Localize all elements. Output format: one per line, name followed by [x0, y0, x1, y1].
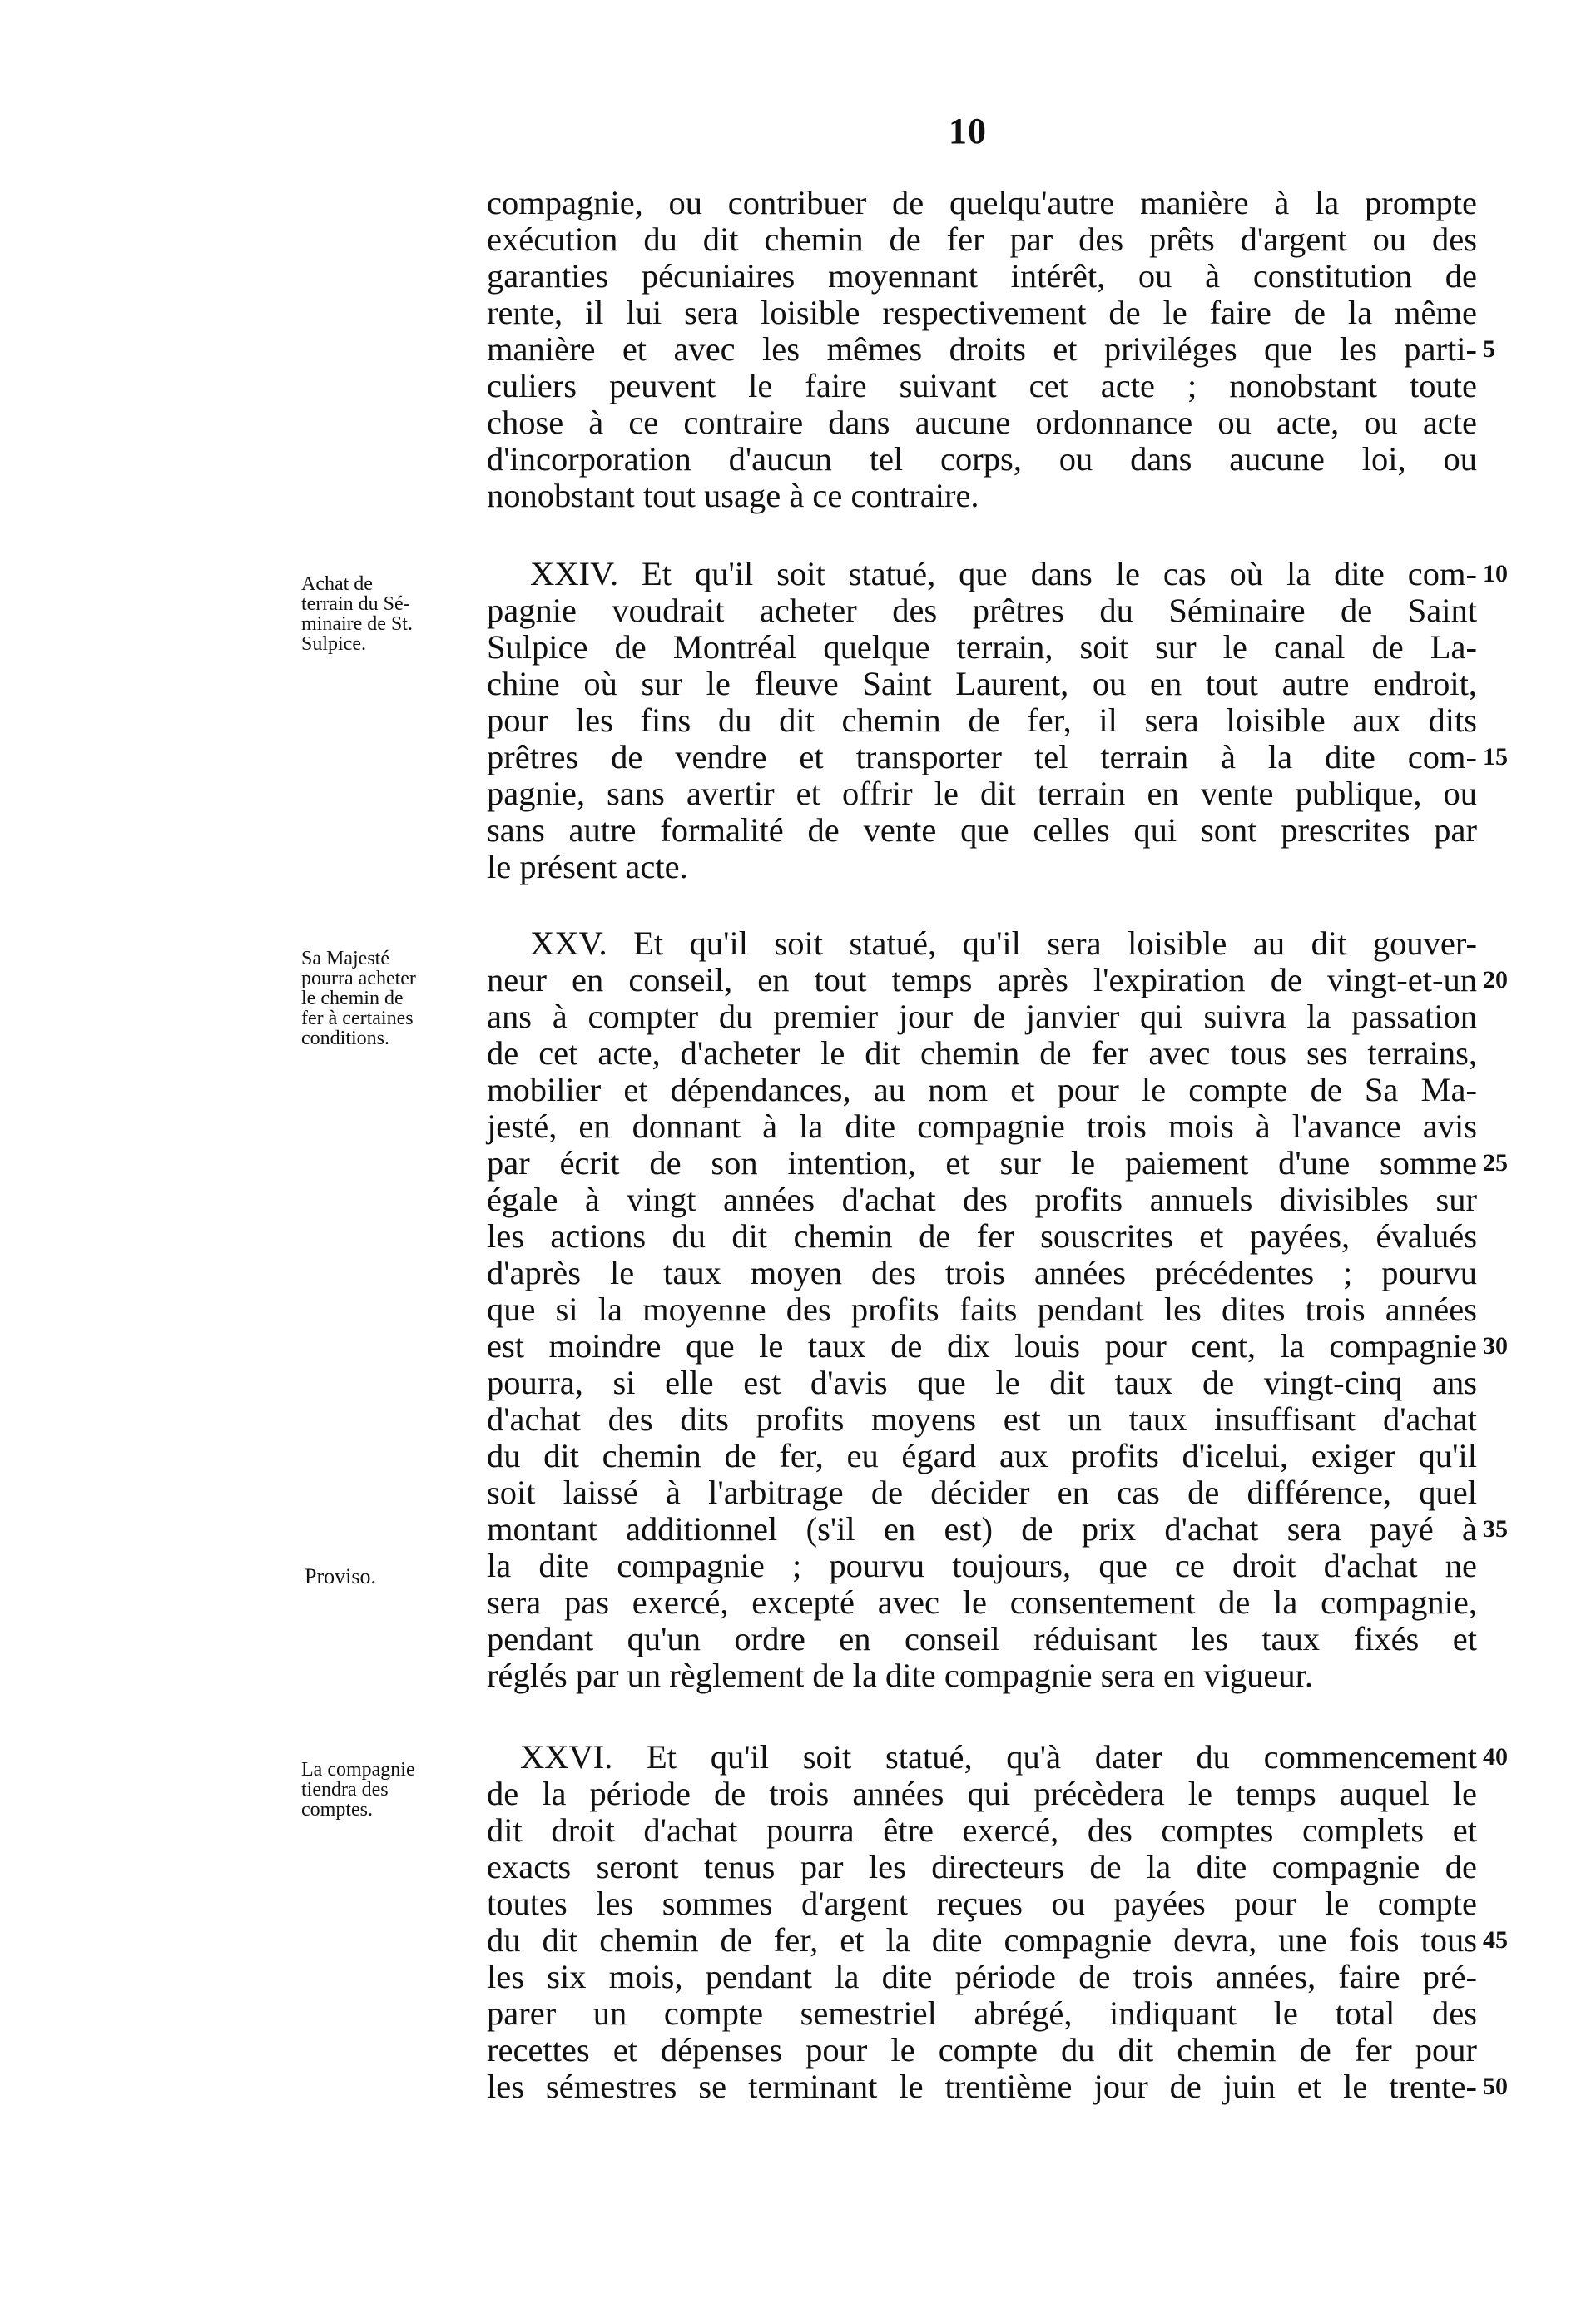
- text-line: la dite compagnie ; pourvu toujours, que ce droit d'achat ne: [487, 1547, 1477, 1584]
- text-line: ans à compter du premier jour de janvier qui suivra la passation: [487, 998, 1477, 1035]
- section-xxvi: [487, 1739, 1477, 2105]
- text-line: mobilier et dépendances, au nom et pour le compte de Sa Ma-: [487, 1071, 1477, 1108]
- text-line: prêtres de vendre et transporter tel terrain à la dite com-: [487, 738, 1477, 775]
- margin-note-proviso: Proviso.: [305, 1564, 376, 1588]
- text-line: que si la moyenne des profits faits pendant les dites trois années: [487, 1291, 1477, 1328]
- margin-note-line: le chemin de: [301, 988, 404, 1009]
- text-line: exécution du dit chemin de fer par des prêts d'argent ou des: [487, 220, 1477, 258]
- text-line: XXV. Et qu'il soit statué, qu'il sera loisible au dit gouver-: [530, 924, 1477, 962]
- text-line: dit droit d'achat pourra être exercé, des comptes complets et: [487, 1811, 1477, 1849]
- line-number: 35: [1483, 1515, 1508, 1543]
- text-line: pagnie, sans avertir et offrir le dit terrain en vente publique, ou: [487, 775, 1477, 812]
- text-line: soit laissé à l'arbitrage de décider en cas de différence, quel: [487, 1474, 1477, 1511]
- text-line: de cet acte, d'acheter le dit chemin de fer avec tous ses terrains,: [487, 1034, 1477, 1072]
- text-line: neur en conseil, en tout temps après l'expiration de vingt-et-un: [487, 961, 1477, 998]
- continuation-paragraph: [487, 185, 1477, 514]
- text-line: chose à ce contraire dans aucune ordonnance ou acte, ou acte: [487, 404, 1477, 441]
- text-line: pagnie voudrait acheter des prêtres du Séminaire de Saint: [487, 592, 1477, 629]
- text-line: d'après le taux moyen des trois années précédentes ; pourvu: [487, 1254, 1477, 1291]
- line-number: 50: [1483, 2073, 1508, 2100]
- text-line: les six mois, pendant la dite période de trois années, faire pré-: [487, 1958, 1477, 1995]
- text-line: pour les fins du dit chemin de fer, il sera loisible aux dits: [487, 701, 1477, 739]
- margin-note-line: comptes.: [301, 1799, 373, 1821]
- text-line: les sémestres se terminant le trentième jour de juin et le trente-: [487, 2068, 1477, 2105]
- margin-note-line: conditions.: [301, 1028, 389, 1049]
- text-line: du dit chemin de fer, et la dite compagnie devra, une fois tous: [487, 1921, 1477, 1959]
- text-line: d'achat des dits profits moyens est un taux insuffisant d'achat: [487, 1400, 1477, 1438]
- text-line: par écrit de son intention, et sur le paiement d'une somme: [487, 1144, 1477, 1182]
- text-line: du dit chemin de fer, eu égard aux profits d'icelui, exiger qu'il: [487, 1437, 1477, 1474]
- margin-note-line: minaire de St.: [301, 613, 413, 635]
- text-line: garanties pécuniaires moyennant intérêt, ou à constitution de: [487, 257, 1477, 295]
- text-line: est moindre que le taux de dix louis pour cent, la compagnie: [487, 1327, 1477, 1365]
- line-number: 45: [1483, 1926, 1508, 1954]
- margin-note-line: La compagnie: [301, 1759, 415, 1781]
- margin-note-achat: [301, 574, 476, 654]
- margin-note-line: Achat de: [301, 573, 373, 595]
- text-line: pourra, si elle est d'avis que le dit taux de vingt-cinq ans: [487, 1364, 1477, 1401]
- margin-note-line: tiendra des: [301, 1779, 389, 1801]
- line-number: 10: [1483, 560, 1508, 587]
- text-line: XXVI. Et qu'il soit statué, qu'à dater du commencement: [520, 1738, 1477, 1776]
- text-line: manière et avec les mêmes droits et priviléges que les parti-: [487, 330, 1477, 368]
- line-number: 20: [1483, 966, 1508, 993]
- margin-note-line: Sulpice.: [301, 633, 366, 655]
- line-number: 5: [1483, 335, 1495, 363]
- text-line: compagnie, ou contribuer de quelqu'autre manière à la prompte: [487, 184, 1477, 221]
- text-line: Sulpice de Montréal quelque terrain, soit sur le canal de La-: [487, 628, 1477, 666]
- text-line: toutes les sommes d'argent reçues ou payées pour le compte: [487, 1885, 1477, 1922]
- text-line: pendant qu'un ordre en conseil réduisant les taux fixés et: [487, 1620, 1477, 1657]
- page-number: 10: [949, 111, 987, 151]
- margin-note-sa-majeste: [301, 949, 476, 1048]
- text-line: réglés par un règlement de la dite compagnie sera en vigueur.: [487, 1657, 1313, 1694]
- text-line: le présent acte.: [487, 848, 688, 885]
- text-line: sans autre formalité de vente que celles qui sont prescrites par: [487, 811, 1477, 849]
- text-line: parer un compte semestriel abrégé, indiquant le total des: [487, 1994, 1477, 2032]
- line-number: 40: [1483, 1743, 1508, 1771]
- text-line: XXIV. Et qu'il soit statué, que dans le cas où la dite com-: [530, 555, 1477, 592]
- text-line: exacts seront tenus par les directeurs de la dite compagnie de: [487, 1848, 1477, 1885]
- text-line: rente, il lui sera loisible respectivement de le faire de la même: [487, 294, 1477, 331]
- line-number: 30: [1483, 1332, 1508, 1360]
- margin-note-line: terrain du Sé-: [301, 593, 410, 615]
- section-xxv: [487, 925, 1477, 1694]
- text-line: montant additionnel (s'il en est) de prix d'achat sera payé à: [487, 1510, 1477, 1548]
- text-line: chine où sur le fleuve Saint Laurent, ou en tout autre endroit,: [487, 665, 1477, 702]
- text-line: nonobstant tout usage à ce contraire.: [487, 477, 979, 514]
- text-line: sera pas exercé, excepté avec le consentement de la compagnie,: [487, 1583, 1477, 1621]
- text-line: culiers peuvent le faire suivant cet acte ; nonobstant toute: [487, 367, 1477, 404]
- text-line: de la période de trois années qui précèdera le temps auquel le: [487, 1775, 1477, 1812]
- text-line: jesté, en donnant à la dite compagnie trois mois à l'avance avis: [487, 1107, 1477, 1145]
- margin-note-line: fer à certaines: [301, 1008, 414, 1029]
- text-line: recettes et dépenses pour le compte du dit chemin de fer pour: [487, 2031, 1477, 2069]
- text-line: égale à vingt années d'achat des profits annuels divisibles sur: [487, 1181, 1477, 1218]
- margin-note-line: Sa Majesté: [301, 948, 389, 969]
- text-line: les actions du dit chemin de fer souscrites et payées, évalués: [487, 1217, 1477, 1255]
- line-number: 25: [1483, 1149, 1508, 1177]
- section-xxiv: [487, 556, 1477, 885]
- margin-note-comptes: [301, 1760, 476, 1820]
- line-number: 15: [1483, 743, 1508, 770]
- text-line: d'incorporation d'aucun tel corps, ou dans aucune loi, ou: [487, 440, 1477, 478]
- margin-note-line: pourra acheter: [301, 968, 416, 989]
